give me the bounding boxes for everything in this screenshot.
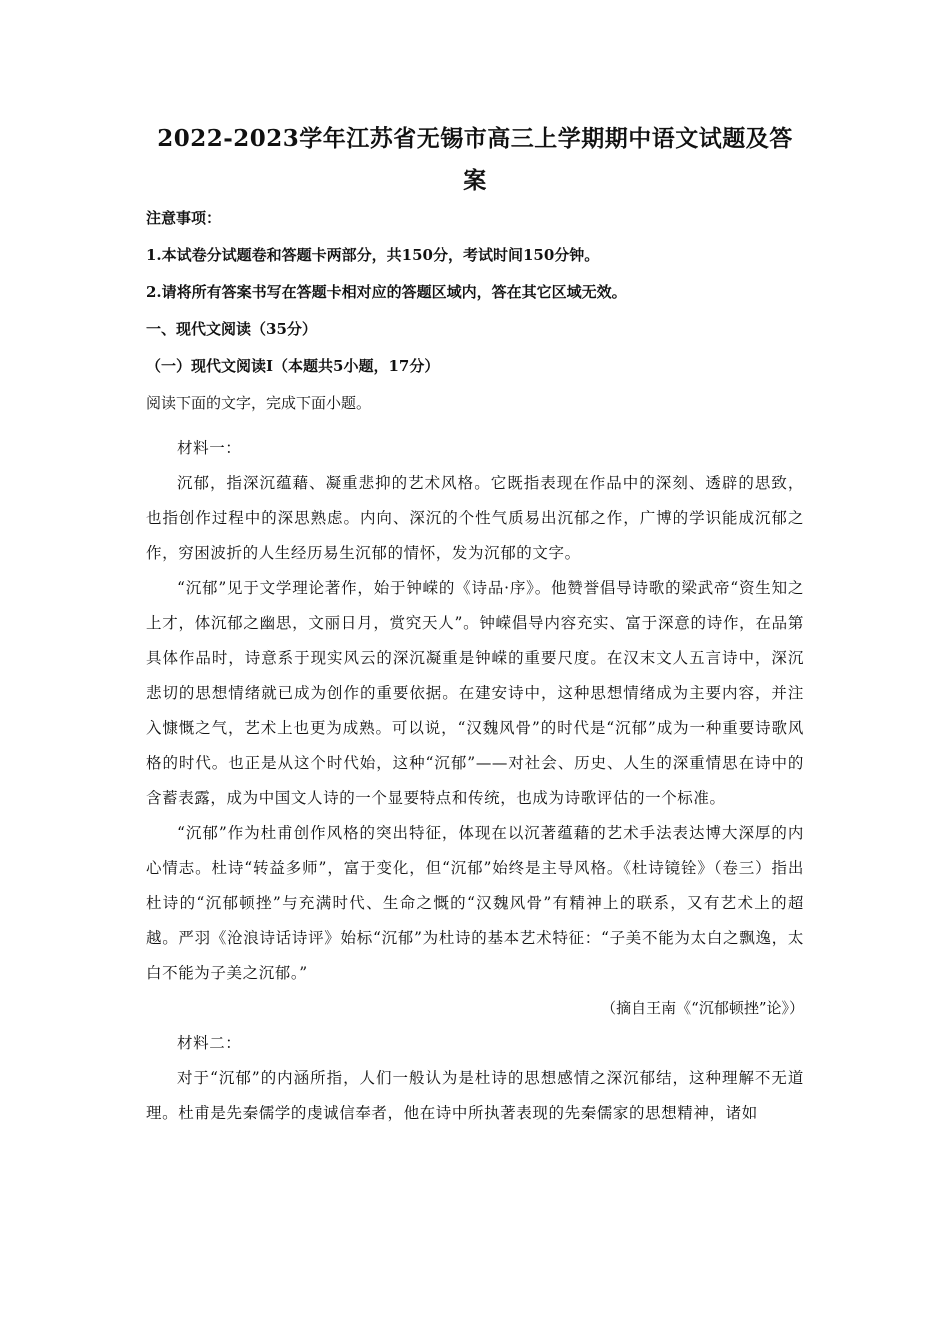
notice-item-2: 2.请将所有答案书写在答题卡相对应的答题区域内，答在其它区域无效。 xyxy=(146,283,627,301)
subsection-heading: （一）现代文阅读I（本题共5小题，17分） xyxy=(146,357,440,375)
material1-paragraph-3: “沉郁”作为杜甫创作风格的突出特征，体现在以沉著蕴藉的艺术手法表达博大深厚的内心情志。杜诗“转益多师”，富于变化，但“沉郁”始终是主导风格。《杜诗镜铨》（卷三）指出杜诗的“沉郁顿挫”与充满时代、生命之慨的“汉魏风骨”有精神上的联系，又有艺术上的超越。严羽《沧浪诗话诗评》始标“沉郁”为杜诗的基本艺术特征：“子美不能为太白之飘逸，太白不能为子美之沉郁。” xyxy=(146,824,804,982)
material2-paragraph-1: 对于“沉郁”的内涵所指，人们一般认为是杜诗的思想感情之深沉郁结，这种理解不无道理。杜甫是先秦儒学的虔诚信奉者，他在诗中所执著表现的先秦儒家的思想精神，诸如 xyxy=(146,1069,804,1122)
material1-paragraph-1: 沉郁，指深沉蕴藉、凝重悲抑的艺术风格。它既指表现在作品中的深刻、透辟的思致，也指创作过程中的深思熟虑。内向、深沉的个性气质易出沉郁之作，广博的学识能成沉郁之作，穷困波折的人生经历易生沉郁的情怀，发为沉郁的文字。 xyxy=(146,474,804,562)
instruction: 阅读下面的文字，完成下面小题。 xyxy=(146,394,372,412)
material1-paragraph-2: “沉郁”见于文学理论著作，始于钟嵘的《诗品·序》。他赞誉倡导诗歌的梁武帝“资生知之上才，体沉郁之幽思，文丽日月，赏究天人”。钟嵘倡导内容充实、富于深意的诗作，在品第具体作品时，诗意系于现实风云的深沉凝重是钟嵘的重要尺度。在汉末文人五言诗中，深沉悲切的思想情绪就已成为创作的重要依据。在建安诗中，这种思想情绪成为主要内容，并注入慷慨之气，艺术上也更为成熟。可以说，“汉魏风骨”的时代是“沉郁”成为一种重要诗歌风格的时代。也正是从这个时代始，这种“沉郁”——对社会、历史、人生的深重情思在诗中的含蓄表露，成为中国文人诗的一个显要特点和传统，也成为诗歌评估的一个标准。 xyxy=(146,579,804,807)
document-title: 2022-2023学年江苏省无锡市高三上学期期中语文试题及答案 xyxy=(157,125,793,194)
notice-heading: 注意事项： xyxy=(146,209,222,227)
notice-item-1: 1.本试卷分试题卷和答题卡两部分，共150分，考试时间150分钟。 xyxy=(146,246,600,264)
material1-source: （摘自王南《“沉郁顿挫”论》） xyxy=(601,999,804,1017)
material2-label: 材料二： xyxy=(177,1034,242,1052)
section-heading: 一、现代文阅读（35分） xyxy=(146,320,317,338)
document-page xyxy=(146,118,804,1131)
material1-label: 材料一： xyxy=(177,439,242,457)
